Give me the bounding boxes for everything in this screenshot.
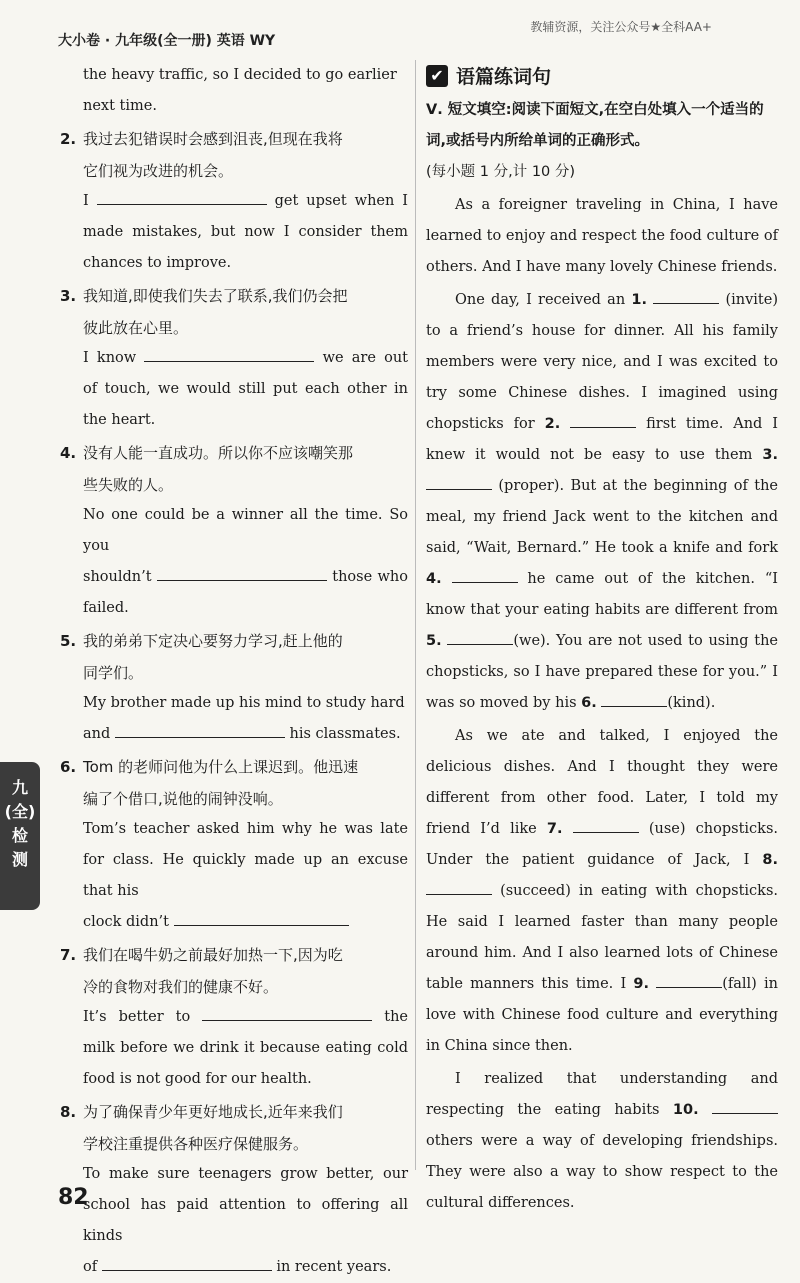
side-tab-char: 测 xyxy=(11,850,28,869)
answer-blank[interactable] xyxy=(97,190,267,205)
english-text: To make sure teenagers grow better, our school has paid attention to offering all kinds xyxy=(83,1166,408,1244)
english-text: in recent years. xyxy=(271,1259,392,1275)
passage-text: (fall) in love with Chinese food culture and everything in China since then. xyxy=(426,976,779,1054)
passage-text: (use) chopsticks. Under the patient guidance of Jack, I xyxy=(426,821,779,868)
question-number: 6. xyxy=(60,758,77,776)
question-prompt-cont xyxy=(60,972,408,1002)
english-text: My brother made up his mind to study hard xyxy=(83,695,405,711)
english-text: those who xyxy=(326,569,409,585)
english-sentence xyxy=(60,1159,408,1283)
answer-blank[interactable] xyxy=(447,630,513,645)
chinese-line: 些失败的人。 xyxy=(83,476,174,494)
question-prompt xyxy=(60,752,408,782)
chinese-line: 为了确保青少年更好地成长,近年来我们 xyxy=(83,1103,343,1121)
paragraph-4 xyxy=(426,1064,778,1219)
blank-number: 9. xyxy=(633,976,650,992)
checkmark-icon: ✔ xyxy=(426,65,448,87)
chinese-line: 我过去犯错误时会感到沮丧,但现在我将 xyxy=(83,130,343,148)
chinese-line: 我们在喝牛奶之前最好加热一下,因为吃 xyxy=(83,946,343,964)
column-divider xyxy=(415,60,416,1170)
question-number: 8. xyxy=(60,1103,77,1121)
passage-text: (invite) to a friend’s house for dinner. All his family members were very nice, and I was excited to try some Chinese dishes. I imagined using chopsticks for xyxy=(426,292,778,432)
instructions-text: Ⅴ. 短文填空:阅读下面短文,在空白处填入一个适当的词,或括号内所给单词的正确形式。 xyxy=(426,102,764,149)
english-text: we are out of xyxy=(83,350,408,397)
blank-number: 3. xyxy=(762,447,778,463)
english-sentence xyxy=(60,1002,408,1095)
right-column xyxy=(426,62,778,1219)
page-number: 82 xyxy=(58,1185,89,1210)
chinese-line: 我知道,即使我们失去了联系,我们仍会把 xyxy=(83,287,348,305)
english-text: his classmates. xyxy=(284,726,401,742)
answer-blank[interactable] xyxy=(452,568,518,583)
chinese-line: 我的弟弟下定决心要努力学习,赶上他的 xyxy=(83,632,343,650)
watermark-notice: 教辅资源，关注公众号★全科AA+ xyxy=(530,20,712,34)
blank-number: 5. xyxy=(426,633,442,649)
chinese-line: 没有人能一直成功。所以你不应该嘲笑那 xyxy=(83,444,354,462)
side-tab xyxy=(0,762,40,910)
answer-blank[interactable] xyxy=(653,289,719,304)
english-text: made mistakes, but now I consider them chances to improve. xyxy=(83,224,408,271)
question-prompt xyxy=(60,940,408,970)
english-text: milk before we drink it because eating cold food is not good for our health. xyxy=(83,1040,408,1087)
chinese-line: Tom 的老师问他为什么上课迟到。他迅速 xyxy=(83,758,359,776)
instructions xyxy=(426,95,778,188)
answer-blank[interactable] xyxy=(426,475,492,490)
english-sentence xyxy=(60,343,408,436)
section-title xyxy=(426,62,778,89)
english-text: of xyxy=(83,1259,102,1275)
english-sentence xyxy=(60,500,408,624)
blank-number: 8. xyxy=(762,852,778,868)
passage-text: As we ate and talked, I enjoyed the delicious dishes. And I thought they were different from other food. Later, I told my friend I’d like xyxy=(426,728,778,837)
question-prompt-cont xyxy=(60,156,408,186)
paragraph-3 xyxy=(426,721,778,1062)
side-tab-char: (全) xyxy=(4,802,36,821)
english-text: I know xyxy=(83,350,145,366)
blank-number: 2. xyxy=(544,416,561,432)
question-number: 3. xyxy=(60,287,77,305)
english-text: the xyxy=(372,1009,408,1025)
english-text: get upset when I xyxy=(266,193,408,209)
passage-text: (kind). xyxy=(667,695,716,711)
answer-blank[interactable] xyxy=(144,347,314,362)
answer-blank[interactable] xyxy=(601,692,667,707)
passage-text: he came out of the kitchen. “I know that your eating habits are different from xyxy=(426,571,778,618)
blank-number: 4. xyxy=(426,571,442,587)
answer-blank[interactable] xyxy=(157,566,327,581)
chinese-line: 它们视为改进的机会。 xyxy=(83,162,234,180)
answer-blank[interactable] xyxy=(115,723,285,738)
passage-text: (succeed) in eating with chopsticks. He said I learned faster than many people around him. And I also learned lots of Chinese table manners this time. I xyxy=(426,883,778,992)
english-text: clock didn’t xyxy=(83,914,174,930)
question-prompt xyxy=(60,281,408,311)
score-info: (每小题 1 分,计 10 分) xyxy=(426,164,576,180)
answer-blank[interactable] xyxy=(174,911,349,926)
blank-number: 1. xyxy=(631,292,647,308)
answer-blank[interactable] xyxy=(656,973,722,988)
paragraph-1: As a foreigner traveling in China, I have learned to enjoy and respect the food culture of others. And I have many lovely Chinese friends. xyxy=(426,197,778,275)
question-number: 7. xyxy=(60,946,77,964)
chinese-line: 学校注重提供各种医疗保健服务。 xyxy=(83,1135,309,1153)
english-text: Tom’s teacher asked him why he was late for class. He quickly made up an excuse that his xyxy=(83,821,408,899)
question-prompt xyxy=(60,626,408,656)
continued-line-2: next time. xyxy=(83,98,157,114)
book-header: 大小卷 · 九年级(全一册) 英语 WY xyxy=(58,33,276,49)
question-prompt xyxy=(60,1097,408,1127)
english-sentence xyxy=(60,186,408,279)
side-tab-char: 九 xyxy=(11,778,28,797)
passage-text: (proper). But at the beginning of the meal, my friend Jack went to the kitchen and said, “Wait, Bernard.” He took a knife and fork xyxy=(426,478,778,556)
passage-text: One day, I received an xyxy=(455,292,632,308)
translation-questions xyxy=(60,124,408,1283)
answer-blank[interactable] xyxy=(570,413,636,428)
english-text: I xyxy=(83,193,97,209)
answer-blank[interactable] xyxy=(202,1006,372,1021)
chinese-line: 彼此放在心里。 xyxy=(83,319,189,337)
blank-number: 10. xyxy=(672,1102,699,1118)
question-number: 4. xyxy=(60,444,77,462)
passage-text: first time. And I knew it would not be easy to use them xyxy=(426,416,778,463)
answer-blank[interactable] xyxy=(712,1099,778,1114)
english-text: No one could be a winner all the time. So you xyxy=(83,507,408,554)
question-prompt xyxy=(60,124,408,154)
left-column xyxy=(60,60,408,1283)
question-prompt-cont xyxy=(60,1129,408,1159)
question-number: 2. xyxy=(60,130,77,148)
chinese-line: 编了个借口,说他的闹钟没响。 xyxy=(83,790,283,808)
english-text: and xyxy=(83,726,115,742)
question-prompt xyxy=(60,438,408,468)
passage-text: I realized that understanding and respecting the eating habits xyxy=(426,1071,778,1118)
section-title-text: 语篇练词句 xyxy=(456,66,552,88)
side-tab-char: 检 xyxy=(11,826,28,845)
question-prompt-cont xyxy=(60,784,408,814)
chinese-line: 冷的食物对我们的健康不好。 xyxy=(83,978,279,996)
question-prompt-cont xyxy=(60,658,408,688)
english-sentence xyxy=(60,688,408,750)
passage-text: others were a way of developing friendships. They were also a way to show respect to the cultural differences. xyxy=(426,1133,778,1211)
answer-blank[interactable] xyxy=(573,818,639,833)
question-prompt-cont xyxy=(60,313,408,343)
paragraph-2 xyxy=(426,285,778,719)
english-text: touch, we would still put each other in the heart. xyxy=(83,381,408,428)
answer-blank[interactable] xyxy=(102,1256,272,1271)
question-number: 5. xyxy=(60,632,77,650)
chinese-line: 同学们。 xyxy=(83,664,144,682)
english-text: failed. xyxy=(83,600,129,616)
question-prompt-cont xyxy=(60,470,408,500)
english-text: It’s better to xyxy=(83,1009,203,1025)
passage-text: (we). You are not used to using the chopsticks, so I have prepared these for you.” I was so moved by his xyxy=(426,633,778,711)
blank-number: 7. xyxy=(546,821,563,837)
english-sentence xyxy=(60,814,408,938)
answer-blank[interactable] xyxy=(426,880,492,895)
blank-number: 6. xyxy=(581,695,597,711)
english-text: shouldn’t xyxy=(83,569,157,585)
continued-line-1: the heavy traffic, so I decided to go earlier xyxy=(83,67,397,83)
